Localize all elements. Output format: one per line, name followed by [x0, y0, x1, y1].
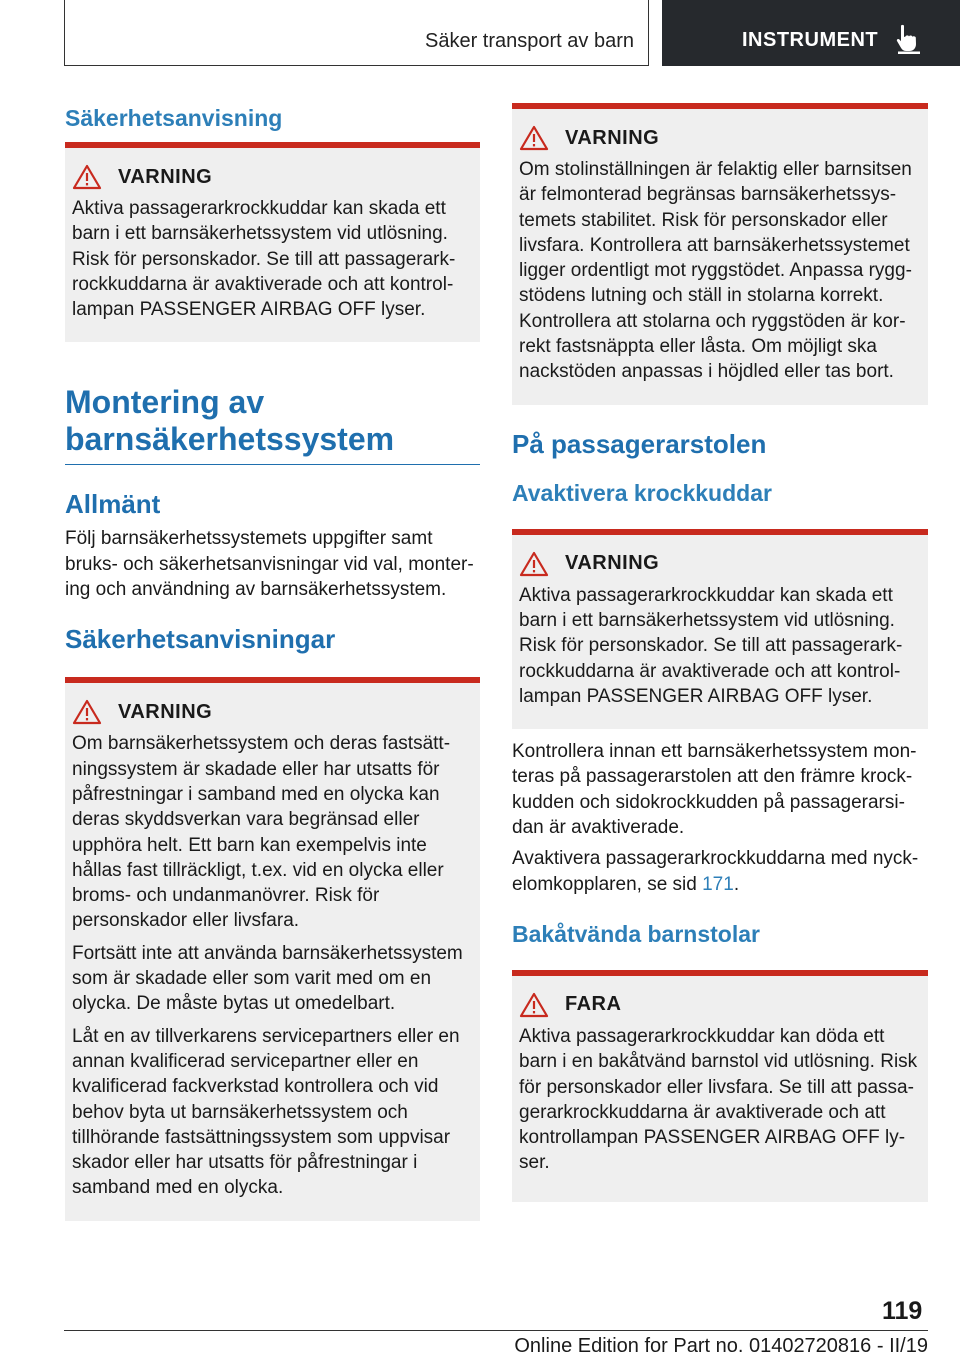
general-paragraph: Följ barnsäkerhetssystemets uppgifter samt bruks- och säkerhetsanvisningar vid val, montering och användning av barnsäkerhetssystem. [65, 528, 474, 601]
warning-box-seat-adjustment [512, 103, 928, 405]
danger-text: Aktiva passagerarkrockkuddar kan döda ett barn i en bakåtvänd barnstol vid utlösning. Risk för personskador eller livsfara. Se till att passagerarkrockkuddarna är avaktiverade och att kontrollampan PASSENGER AIRBAG OFF lyser. [519, 1025, 918, 1174]
warning-text: Om stolinställningen är felaktig eller barnsitsen är felmonterad begränsas barnsäkerhetssystemets stabilitet. Risk för personskador eller livsfara. Kontrollera att barnsäkerhetssystemet ligger ordentligt mot ryggstödet. Anpassa ryggstödens lutning och ställ in stolarna korrekt. Kontrollera att stolarna och ryggstöden är korrekt fastsnäppta eller låsta. Om möjligt ska nackstöden anpassas i höjdled eller tas bort. [519, 159, 912, 383]
warning-text: Aktiva passagerarkrockkuddar kan skada ett barn i ett barnsäkerhetssystem vid utlösning. Risk för personskador. Se till att passagerarkrockkuddarna är avaktiverade och att kontrollampan PASSENGER AIRBAG OFF lyser. [72, 198, 456, 321]
danger-box-rear-facing [512, 970, 928, 1202]
heading-divider [65, 464, 480, 465]
deactivate-paragraph [512, 846, 928, 897]
warning-paragraph-2: Fortsätt inte att använda barnsäkerhetssystem som är skadade eller som varit med om en olycka. De måste bytas ut omedelbart. [72, 942, 463, 1015]
check-paragraph: Kontrollera innan ett barnsäkerhetssystem monteras på passagerarstolen att den främre krockkudden och sidokrockkudden på passagerarsidan är avaktiverade. [512, 741, 917, 839]
header-chapter-tab [662, 0, 960, 66]
warning-box-airbag-passenger [512, 529, 928, 729]
warning-title: VARNING [118, 165, 213, 188]
warning-triangle-icon [72, 164, 102, 190]
page-number: 119 [882, 1297, 923, 1325]
heading-safety-instructions: Säkerhetsanvisningar [65, 624, 336, 655]
warning-triangle-icon [519, 125, 549, 151]
left-column [65, 100, 480, 1221]
header-section-title: Säker transport av barn [425, 30, 634, 52]
hand-pointer-icon [896, 24, 922, 54]
warning-triangle-icon [72, 699, 102, 725]
heading-safety-notice: Säkerhetsanvisning [65, 105, 283, 131]
warning-box-damaged-system [65, 677, 480, 1220]
heading-general: Allmänt [65, 489, 161, 520]
deactivate-text: Avaktivera passagerarkrockkuddarna med nyckelomkopplaren, se sid [512, 848, 919, 895]
heading-passenger-seat: På passagerarstolen [512, 428, 767, 459]
warning-text: Aktiva passagerarkrockkuddar kan skada ett barn i ett barnsäkerhetssystem vid utlösning. Risk för personskador. Se till att passagerarkrockkuddarna är avaktiverade och att kontrollampan PASSENGER AIRBAG OFF lyser. [519, 584, 903, 707]
header-chapter-title: INSTRUMENT [742, 29, 879, 51]
warning-title: VARNING [565, 552, 660, 575]
page-reference-link[interactable]: 171 [702, 873, 734, 895]
warning-triangle-icon [519, 992, 549, 1018]
warning-paragraph-1: Om barnsäkerhetssystem och deras fastsättningssystem är skadade eller har utsatts för påfrestningar i samband med en olycka kan deras skyddsverkan vara begränsad eller upphöra helt. Ett barn kan exempelvis inte hållas fast tillräckligt, t.ex. vid en olycka eller broms- och undanmanövrer. Risk för personskador eller livsfara. [72, 733, 451, 932]
footer-edition: Online Edition for Part no. 01402720816 - II/19 [514, 1335, 928, 1357]
heading-deactivate-airbags: Avaktivera krockkuddar [512, 479, 772, 506]
footer-divider [64, 1330, 928, 1331]
warning-triangle-icon [519, 551, 549, 577]
heading-mounting-block [65, 384, 480, 465]
danger-title: FARA [565, 993, 622, 1016]
deactivate-text-end: . [733, 873, 740, 895]
header-section-box [64, 0, 649, 66]
warning-paragraph-3: Låt en av tillverkarens servicepartners eller en annan kvalificerad servicepartner eller en kvalificerad fackverkstad kontrollera och vid behov byta ut barnsäkerhetssystem och tillhörande fastsättningssystem som uppvisar skador eller har utsatts för påfrestningar i samband med en olycka. [72, 1025, 460, 1199]
warning-title: VARNING [565, 126, 660, 149]
warning-box-airbag [65, 142, 480, 342]
heading-mounting: Montering av barnsäkerhetssystem [65, 384, 395, 458]
heading-rear-facing-seats: Bakåtvända barnstolar [512, 920, 760, 947]
right-column [512, 103, 928, 1202]
warning-title: VARNING [118, 700, 213, 723]
